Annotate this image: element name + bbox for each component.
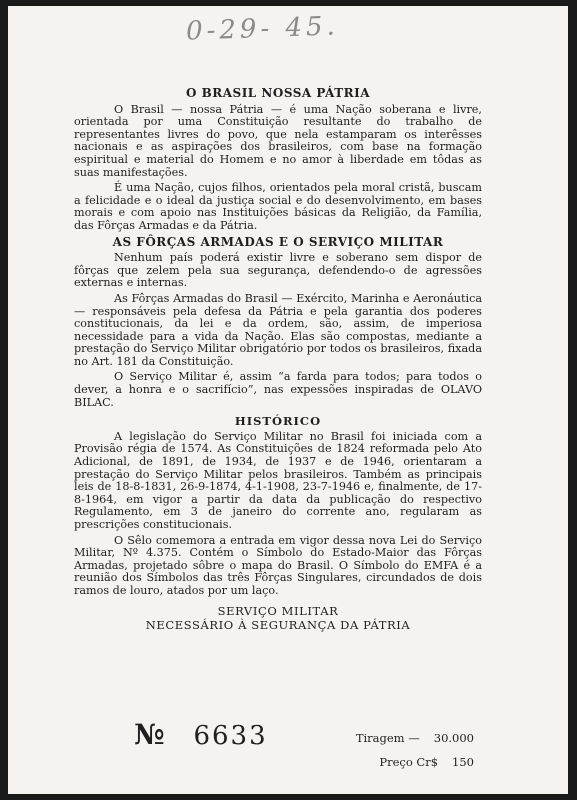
document-title: O BRASIL NOSSA PÁTRIA: [185, 86, 371, 100]
intro-paragraph-2: É uma Nação, cujos filhos, orientados pela moral cristã, buscam a felicidade e o ideal da justiça social e do desenvolvimento, em bases morais e com apoio nas Instituições básicas da Religião, da Família, das Fôrças Armadas e da Pátria.: [74, 181, 482, 232]
intro-paragraph-1: O Brasil — nossa Pátria — é uma Nação soberana e livre, orientada por uma Constituição resultante do trabalho de representantes livres do povo, que nela estamparam os interêsses nacionais e as aspirações dos brasileiros, com base na formação espiritual e material do Homem e no amor à liberdade em tôdas as suas manifestações.: [74, 102, 482, 179]
tiragem-value: 30.000: [433, 731, 474, 745]
serial-number: 6633: [193, 721, 268, 751]
closing-line-1: SERVIÇO MILITAR: [217, 603, 339, 618]
closing-block: [74, 604, 482, 632]
serial-number-block: [134, 718, 268, 751]
numero-sign: №: [134, 718, 164, 751]
document-sheet: [8, 6, 568, 794]
history-paragraph-1: A legislação do Serviço Militar no Brasil foi iniciada com a Provisão régia de 1574. As Constituições de 1824 reformada pelo Ato Adicional, de 1891, de 1934, de 1937 e de 1946, orientaram a prestação do Serviço Militar pelos brasileiros. Também as principais leis de 18-8-1831, 26-9-1874, 4-1-1908, 23-7-1946 e, finalmente, de 17-8-1964, em vigor a partir da data da publicação do respectivo Regulamento, em 3 de janeiro do corrente ano, regularam as prescrições constitucionais.: [74, 429, 482, 531]
document-body: [74, 84, 482, 632]
closing-line-2: NECESSÁRIO À SEGURANÇA DA PÁTRIA: [145, 617, 411, 632]
tiragem-label: Tiragem —: [355, 731, 420, 745]
print-stats: [344, 726, 474, 774]
history-heading: HISTÓRICO: [234, 414, 322, 429]
armed-forces-paragraph-1: Nenhum país poderá existir livre e soberano sem dispor de fôrças que zelem pela sua segurança, defendendo-o de agressões externas e internas.: [74, 251, 482, 290]
tiragem-row: [344, 726, 474, 750]
preco-row: [344, 750, 474, 774]
handwritten-note: 0-29- 45.: [185, 11, 340, 47]
preco-label: Preço Cr$: [379, 755, 439, 769]
history-paragraph-2: O Sêlo comemora a entrada em vigor dessa nova Lei do Serviço Militar, Nº 4.375. Contém o Símbolo do Estado-Maior das Fôrças Armadas, projetado sôbre o mapa do Brasil. O Símbolo do EMFA é a reunião dos Símbolos das três Fôrças Singulares, circundados de dois ramos de louro, atados por um laço.: [74, 533, 482, 597]
armed-forces-paragraph-2: As Fôrças Armadas do Brasil — Exército, Marinha e Aeronáutica — responsáveis pela defesa da Pátria e pela garantia dos poderes constitucionais, da lei e da ordem, são, assim, de imperiosa necessidade para a vida da Nação. Elas são compostas, mediante a prestação do Serviço Militar obrigatório por todos os brasileiros, fixada no Art. 181 da Constituição.: [74, 291, 482, 368]
armed-forces-paragraph-3: O Serviço Militar é, assim “a farda para todos; para todos o dever, a honra e o sacrifício”, nas expessões inspiradas de OLAVO BILAC.: [74, 370, 482, 409]
armed-forces-heading: AS FÔRÇAS ARMADAS E O SERVIÇO MILITAR: [112, 234, 444, 249]
preco-value: 150: [452, 755, 474, 769]
